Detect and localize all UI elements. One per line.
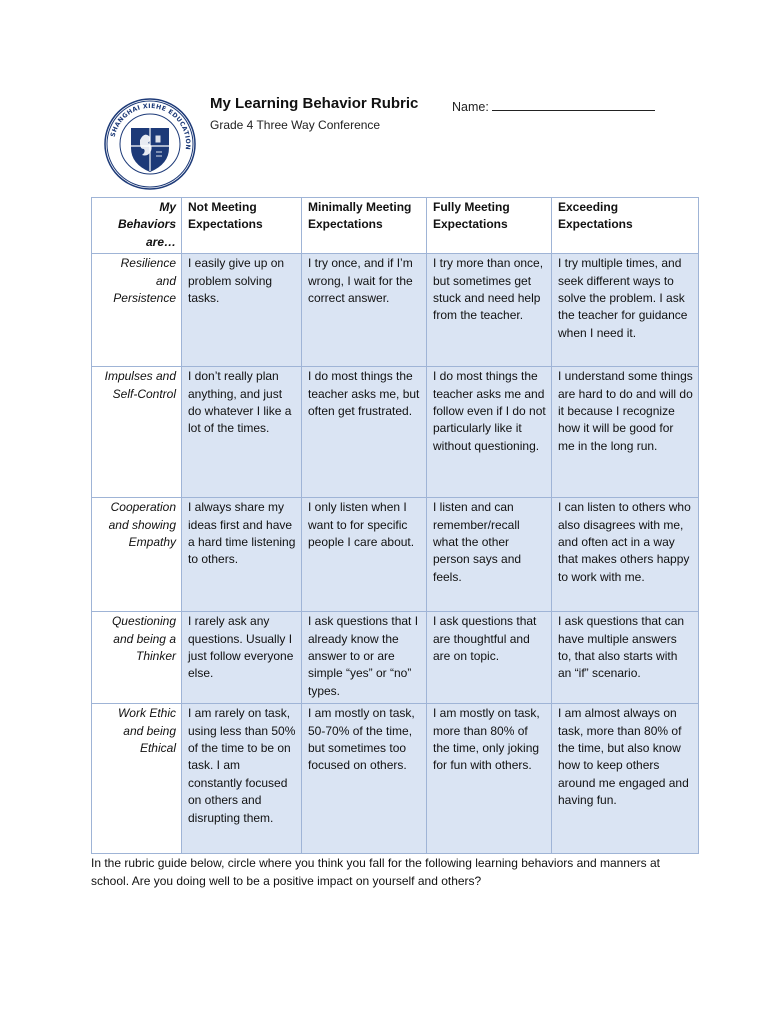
rubric-cell[interactable]: I am almost always on task, more than 80% of the time, but also know how to keep others around me engaged and having fun.: [552, 704, 699, 854]
name-field[interactable]: [452, 98, 655, 114]
page-subtitle: Grade 4 Three Way Conference: [210, 118, 381, 132]
rubric-cell[interactable]: I understand some things are hard to do and will do it because I recognize how it will be good for me in the long run.: [552, 367, 699, 498]
column-header: Minimally Meeting Expectations: [302, 198, 427, 254]
table-row: [92, 612, 699, 704]
table-row: [92, 704, 699, 854]
rubric-cell[interactable]: I only listen when I want to for specific people I care about.: [302, 498, 427, 612]
name-blank-line[interactable]: [492, 98, 655, 111]
table-row: [92, 498, 699, 612]
behavior-label: Resilience and Persistence: [92, 254, 182, 367]
rubric-cell[interactable]: I do most things the teacher asks me and follow even if I do not particularly like it without questioning.: [427, 367, 552, 498]
rubric-cell[interactable]: I always share my ideas first and have a hard time listening to others.: [182, 498, 302, 612]
rubric-cell[interactable]: I ask questions that I already know the answer to or are simple “yes” or “no” types.: [302, 612, 427, 704]
instructions-text: In the rubric guide below, circle where you think you fall for the following learning behaviors and manners at school. Are you doing well to be a positive impact on yourself and others?: [91, 856, 660, 888]
behavior-label: Questioning and being a Thinker: [92, 612, 182, 704]
column-header: Not Meeting Expectations: [182, 198, 302, 254]
name-label: Name:: [452, 100, 489, 114]
rubric-cell[interactable]: I am rarely on task, using less than 50% of the time to be on task. I am constantly focused on others and disrupting them.: [182, 704, 302, 854]
table-row: [92, 367, 699, 498]
behavior-label: Work Ethic and being Ethical: [92, 704, 182, 854]
school-crest-icon: [104, 98, 196, 190]
table-header-row: [92, 198, 699, 254]
rubric-cell[interactable]: I try more than once, but sometimes get stuck and need help from the teacher.: [427, 254, 552, 367]
corner-label: My Behaviors are…: [92, 198, 182, 254]
rubric-cell[interactable]: I listen and can remember/recall what the other person says and feels.: [427, 498, 552, 612]
rubric-cell[interactable]: I can listen to others who also disagrees with me, and often act in a way that makes others happy to work with me.: [552, 498, 699, 612]
rubric-cell[interactable]: I am mostly on task, 50-70% of the time, but sometimes too focused on others.: [302, 704, 427, 854]
rubric-cell[interactable]: I try once, and if I’m wrong, I wait for the correct answer.: [302, 254, 427, 367]
rubric-cell[interactable]: I ask questions that are thoughtful and are on topic.: [427, 612, 552, 704]
rubric-cell[interactable]: I easily give up on problem solving tasks.: [182, 254, 302, 367]
column-header: Exceeding Expectations: [552, 198, 699, 254]
rubric-cell[interactable]: I do most things the teacher asks me, but often get frustrated.: [302, 367, 427, 498]
behavior-label: Impulses and Self-Control: [92, 367, 182, 498]
column-header: Fully Meeting Expectations: [427, 198, 552, 254]
logo-ring-text: SHANGHAI XIEHE EDUCATION: [109, 102, 192, 151]
rubric-cell[interactable]: I don’t really plan anything, and just do whatever I like a lot of the times.: [182, 367, 302, 498]
rubric-cell[interactable]: I rarely ask any questions. Usually I just follow everyone else.: [182, 612, 302, 704]
rubric-cell[interactable]: I am mostly on task, more than 80% of the time, only joking for fun with others.: [427, 704, 552, 854]
rubric-table: [91, 197, 699, 854]
page-title: My Learning Behavior Rubric: [210, 95, 419, 112]
table-row: [92, 254, 699, 367]
behavior-label: Cooperation and showing Empathy: [92, 498, 182, 612]
rubric-cell[interactable]: I ask questions that can have multiple answers to, that also starts with an “if” scenario.: [552, 612, 699, 704]
rubric-cell[interactable]: I try multiple times, and seek different ways to solve the problem. I ask the teacher for guidance when I need it.: [552, 254, 699, 367]
